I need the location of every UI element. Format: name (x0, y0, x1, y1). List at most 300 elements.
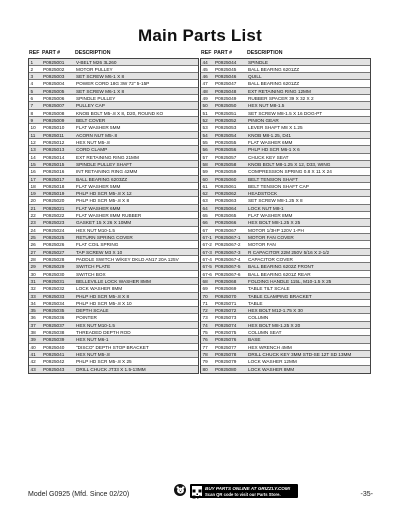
part-number-cell: P0925062 (215, 191, 237, 197)
table-row (201, 117, 370, 124)
page-title: Main Parts List (138, 26, 262, 45)
part-number-cell: P0925025 (43, 235, 65, 240)
table-row (201, 256, 370, 263)
table-row (201, 249, 370, 256)
table-row (29, 234, 198, 241)
ref-cell: 44 (202, 59, 208, 65)
part-number-cell: P0925055 (215, 139, 237, 145)
table-row (29, 227, 198, 234)
table-body (200, 58, 371, 374)
header-description: DESCRIPTION (75, 50, 111, 56)
ref-cell: 40 (30, 344, 36, 350)
part-number-cell: P0925046 (215, 74, 237, 80)
description-cell: PINION GEAR (248, 118, 279, 123)
description-cell: R CAPACITOR 22M 250V 5/16 X 2-1/2 (248, 249, 330, 255)
part-number-cell: P0925008 (43, 110, 65, 116)
description-cell: PHLP HD SCR M5-.8 X 12 (76, 191, 132, 197)
ref-cell: 53 (202, 125, 208, 131)
description-cell: HEX WRENCH 4MM (248, 344, 292, 350)
part-number-cell: P0925001 (43, 59, 65, 65)
ref-cell: 6 (30, 96, 34, 102)
ref-cell: 11 (30, 132, 36, 138)
part-number-cell: P0925048 (215, 88, 237, 94)
table-row (201, 234, 370, 241)
part-number-cell: P0925061 (215, 183, 237, 189)
ref-cell: 31 (30, 278, 36, 284)
table-row (29, 300, 198, 307)
parts-table-left (28, 50, 199, 374)
ref-cell: 22 (30, 213, 36, 219)
description-cell: FLAT WASHER 8MM RUBBER (76, 213, 142, 219)
ref-cell: 64 (202, 205, 208, 211)
part-number-cell: P0925030 (43, 271, 65, 277)
description-cell: HEX BOLT M8-1.25 X 25 (248, 220, 301, 226)
description-cell: RUBBER SPACER 39 X 32 X 2 (248, 96, 314, 102)
part-number-cell: P0925052 (215, 118, 237, 123)
description-cell: BELT TENSION SHAFT CAP (248, 183, 309, 189)
ref-cell: 59 (202, 169, 208, 175)
description-cell: PHLP HD SCR M6-1 X 6 (248, 147, 300, 153)
ref-cell: 70 (202, 293, 208, 299)
table-row (201, 183, 370, 190)
ref-cell: 60 (202, 176, 208, 182)
table-row (201, 314, 370, 321)
ref-cell: 67-2 (202, 242, 212, 248)
part-number-cell: P0925002 (43, 66, 65, 72)
header-part: PART # (42, 50, 61, 56)
table-row (201, 271, 370, 278)
part-number-cell: P0925007 (43, 103, 65, 109)
table-body (28, 58, 199, 374)
part-number-cell: P0925029 (43, 264, 65, 270)
table-row (201, 95, 370, 102)
page-number: -35- (360, 491, 373, 498)
part-number-cell: P0925037 (43, 322, 65, 328)
description-cell: BALL BEARING 6202Z FRONT (248, 264, 314, 270)
part-number-cell: P0925071 (215, 300, 237, 306)
part-number-cell: P0925066 (215, 220, 237, 226)
table-row (201, 219, 370, 226)
description-cell: TABLE (248, 300, 263, 306)
description-cell: HEX NUT M10-1.5 (76, 227, 115, 233)
description-cell: SET SCREW M6-1 X 8 (76, 74, 125, 80)
part-number-cell: P0925054 (215, 132, 237, 138)
table-row (201, 110, 370, 117)
description-cell: MOTOR FAN COVER (248, 235, 294, 240)
description-cell: MOTOR FAN (248, 242, 276, 248)
ref-cell: 38 (30, 330, 36, 336)
ref-cell: 67-4 (202, 256, 212, 262)
description-cell: POINTER (76, 315, 97, 321)
part-number-cell: P0925073 (215, 315, 237, 321)
part-number-cell: P0925022 (43, 213, 65, 219)
header-description: DESCRIPTION (247, 50, 283, 56)
table-row (29, 73, 198, 80)
description-cell: BELT TENSION SHAFT (248, 176, 299, 182)
ref-cell: 50 (202, 103, 208, 109)
description-cell: LOCK WASHER 8MM (248, 366, 295, 372)
ref-cell: 54 (202, 132, 208, 138)
description-cell: FLAT WASHER 5MM (76, 125, 121, 131)
ref-cell: 65 (202, 213, 208, 219)
ref-cell: 48 (202, 88, 208, 94)
table-row (201, 336, 370, 343)
table-row (29, 154, 198, 161)
table-row (29, 80, 198, 87)
description-cell: TABLE TILT SCALE (248, 286, 290, 292)
description-cell: BALL BEARING 6203ZZ (76, 176, 128, 182)
parts-store-banner[interactable] (190, 484, 298, 498)
table-row (201, 161, 370, 168)
ref-cell: 57 (202, 154, 208, 160)
description-cell: FLAT WASHER 5MM (76, 183, 121, 189)
table-row (29, 95, 198, 102)
table-row (29, 293, 198, 300)
ref-cell: 67 (202, 227, 208, 233)
description-cell: LEVER SHAFT M8 X 1.25 (248, 125, 303, 131)
table-row (201, 285, 370, 292)
table-row (201, 344, 370, 351)
part-number-cell: P0925031 (43, 278, 65, 284)
part-number-cell: P0925067-4 (215, 256, 241, 262)
part-number-cell: P0925012 (43, 139, 65, 145)
description-cell: HEX NUT M8-1.5 (248, 103, 285, 109)
header-ref: REF (29, 50, 40, 56)
part-number-cell: P0925064 (215, 205, 237, 211)
table-row (29, 351, 198, 358)
description-cell: SPINDLE (248, 59, 269, 65)
ref-cell: 34 (30, 300, 36, 306)
ref-cell: 10 (30, 125, 36, 131)
ref-cell: 24 (30, 227, 36, 233)
description-cell: LOCK WASHER 8MM (76, 286, 123, 292)
ref-cell: 58 (202, 161, 208, 167)
part-number-cell: P0925069 (215, 286, 237, 292)
description-cell: TABLE CLAMPING BRACKET (248, 293, 312, 299)
part-number-cell: P0925078 (215, 352, 237, 357)
description-cell: BALL BEARING 6201ZZ (248, 66, 300, 72)
ref-cell: 26 (30, 242, 36, 248)
description-cell: PHLP HD SCR M5-.8 X 25 (76, 359, 132, 365)
description-cell: HEX BOLT M8-1.25 X 20 (248, 322, 301, 328)
description-cell: BALL BEARING 6201ZZ (248, 81, 300, 87)
table-row (201, 66, 370, 73)
ref-cell: 9 (30, 118, 34, 123)
table-row (201, 139, 370, 146)
table-header (200, 50, 371, 57)
table-row (29, 344, 198, 351)
table-row (201, 190, 370, 197)
part-number-cell: P0925009 (43, 118, 65, 123)
ref-cell: 33 (30, 293, 36, 299)
table-row (29, 139, 198, 146)
part-number-cell: P0925028 (43, 256, 65, 262)
part-number-cell: P0925015 (43, 161, 65, 167)
part-number-cell: P0925003 (43, 74, 65, 80)
part-number-cell: P0925010 (43, 125, 65, 131)
qr-code-icon (192, 486, 202, 496)
table-row (201, 227, 370, 234)
description-cell: SPINDLE PULLEY SHAFT (76, 161, 132, 167)
description-cell: KNOB BOLT M8-1.25 X 12, D33, WING (248, 161, 331, 167)
description-cell: SET SCREW M6-1 X 8 (76, 88, 125, 94)
ref-cell: 80 (202, 366, 208, 372)
ref-cell: 78 (202, 352, 208, 357)
part-number-cell: P0925033 (43, 293, 65, 299)
part-number-cell: P0925067-3 (215, 249, 241, 255)
description-cell: EXT RETAINING RING 21MM (76, 154, 139, 160)
table-row (201, 293, 370, 300)
ref-cell: 67-5 (202, 264, 212, 270)
ref-cell: 30 (30, 271, 36, 277)
part-number-cell: P0925016 (43, 169, 65, 175)
table-row (201, 329, 370, 336)
table-row (201, 146, 370, 153)
part-number-cell: P0925060 (215, 176, 237, 182)
description-cell: QUILL (248, 74, 262, 80)
table-row (29, 132, 198, 139)
description-cell: THREADED DEPTH ROD (76, 330, 131, 336)
table-row (29, 197, 198, 204)
table-row (29, 249, 198, 256)
table-row (201, 102, 370, 109)
description-cell: CHUCK KEY SEAT (248, 154, 289, 160)
table-row (201, 176, 370, 183)
ref-cell: 35 (30, 308, 36, 314)
ref-cell: 14 (30, 154, 36, 160)
table-row (201, 263, 370, 270)
ref-cell: 41 (30, 352, 36, 357)
ref-cell: 20 (30, 198, 36, 204)
description-cell: LOCK WASHER 12MM (248, 359, 297, 365)
table-row (29, 307, 198, 314)
description-cell: MOTOR PULLEY (76, 66, 113, 72)
part-number-cell: P0925067-1 (215, 235, 241, 240)
part-number-cell: P0925026 (43, 242, 65, 248)
ref-cell: 69 (202, 286, 208, 292)
description-cell: EXT RETAINING RING 12MM (248, 88, 311, 94)
ref-cell: 12 (30, 139, 36, 145)
part-number-cell: P0925056 (215, 147, 237, 153)
description-cell: SET SCREW M8-1.25 X 8 (248, 198, 303, 204)
table-row (29, 212, 198, 219)
part-number-cell: P0925035 (43, 308, 65, 314)
part-number-cell: P0925074 (215, 322, 237, 328)
ref-cell: 67-6 (202, 271, 212, 277)
description-cell: HEX NUT M10-1.5 (76, 322, 115, 328)
description-cell: ACORN NUT M5-.8 (76, 132, 118, 138)
ref-cell: 17 (30, 176, 36, 182)
table-row (29, 146, 198, 153)
part-number-cell: P0925057 (215, 154, 237, 160)
ref-cell: 79 (202, 359, 208, 365)
description-cell: HEX NUT M6-1 (76, 337, 109, 343)
part-number-cell: P0925014 (43, 154, 65, 160)
grizzly-bear-logo-icon (174, 484, 186, 496)
part-number-cell: P0925067-6 (215, 271, 241, 277)
table-row (29, 117, 198, 124)
table-row (29, 263, 198, 270)
part-number-cell: P0925027 (43, 249, 65, 255)
ref-cell: 19 (30, 191, 36, 197)
description-cell: COLUMN SEAT (248, 330, 282, 336)
table-row (201, 300, 370, 307)
part-number-cell: P0925051 (215, 110, 237, 116)
part-number-cell: P0925042 (43, 359, 65, 365)
part-number-cell: P0925013 (43, 147, 65, 153)
ref-cell: 47 (202, 81, 208, 87)
table-header (28, 50, 199, 57)
part-number-cell: P0925080 (215, 366, 237, 372)
part-number-cell: P0925040 (43, 344, 65, 350)
part-number-cell: P0925011 (43, 132, 65, 138)
table-row (29, 256, 198, 263)
table-row (29, 205, 198, 212)
part-number-cell: P0925050 (215, 103, 237, 109)
table-row (29, 110, 198, 117)
ref-cell: 46 (202, 74, 208, 80)
description-cell: FOLDING HANDLE 115L, M10-1.5 X 25 (248, 278, 332, 284)
ref-cell: 25 (30, 235, 36, 240)
header-part: PART # (214, 50, 233, 56)
ref-cell: 37 (30, 322, 36, 328)
table-row (201, 88, 370, 95)
part-number-cell: P0925067-2 (215, 242, 241, 248)
part-number-cell: P0925068 (215, 278, 237, 284)
ref-cell: 43 (30, 366, 36, 372)
description-cell: CAPACITOR COVER (248, 256, 293, 262)
description-cell: HEX NUT M5-.8 (76, 139, 110, 145)
table-row (29, 285, 198, 292)
banner-subtext: Scan QR code to visit our Parts Store. (205, 491, 281, 497)
part-number-cell: P0925063 (215, 198, 237, 204)
description-cell: SET SCREW M8-1.5 X 16 DOG-PT (248, 110, 323, 116)
description-cell: GASKET 15 X 26 X 10MM (76, 220, 132, 226)
description-cell: KNOB BOLT M5-.8 X 8, D20, ROUND KO (76, 110, 164, 116)
description-cell: PHLP HD SCR M5-.8 X 8 (76, 198, 130, 204)
description-cell: BELLEVILLE LOCK WASHER 8MM (76, 278, 151, 284)
description-cell: SWITCH BOX (76, 271, 106, 277)
part-number-cell: P0925004 (43, 81, 65, 87)
ref-cell: 2 (30, 66, 34, 72)
part-number-cell: P0925021 (43, 205, 65, 211)
description-cell: HEADSTOCK (248, 191, 278, 197)
description-cell: DRILL CHUCK KEY 3MM STD-SE 12T SD 13MM (248, 352, 352, 357)
part-number-cell: P0925049 (215, 96, 237, 102)
part-number-cell: P0925017 (43, 176, 65, 182)
description-cell: DRILL CHUCK JT33 X 1.5-13MM (76, 366, 146, 372)
table-row (201, 358, 370, 365)
ref-cell: 77 (202, 344, 208, 350)
ref-cell: 5 (30, 88, 34, 94)
table-row (201, 241, 370, 248)
part-number-cell: P0925036 (43, 315, 65, 321)
table-row (29, 219, 198, 226)
ref-cell: 76 (202, 337, 208, 343)
description-cell: PULLEY CAP (76, 103, 105, 109)
ref-cell: 71 (202, 300, 208, 306)
part-number-cell: P0925032 (43, 286, 65, 292)
ref-cell: 16 (30, 169, 36, 175)
part-number-cell: P0925075 (215, 330, 237, 336)
description-cell: FLAT WASHER 6MM (76, 205, 121, 211)
ref-cell: 62 (202, 191, 208, 197)
description-cell: MOTOR 1/3HP 120V 1-PH (248, 227, 304, 233)
part-number-cell: P0925065 (215, 213, 237, 219)
table-row (201, 212, 370, 219)
description-cell: POWER CORD 18G 3W 72" 5-15P (76, 81, 150, 87)
description-cell: SWITCH PLATE (76, 264, 111, 270)
part-number-cell: P0925039 (43, 337, 65, 343)
ref-cell: 42 (30, 359, 36, 365)
ref-cell: 1 (30, 59, 34, 65)
ref-cell: 63 (202, 198, 208, 204)
ref-cell: 52 (202, 118, 208, 123)
part-number-cell: P0925067-5 (215, 264, 241, 270)
table-row (201, 132, 370, 139)
table-row (29, 278, 198, 285)
model-label: Model G0925 (Mfd. Since 02/20) (28, 491, 130, 498)
part-number-cell: P0925072 (215, 308, 237, 314)
description-cell: INT RETAINING RING 42MM (76, 169, 138, 175)
ref-cell: 72 (202, 308, 208, 314)
ref-cell: 15 (30, 161, 36, 167)
ref-cell: 28 (30, 256, 36, 262)
description-cell: RETURN SPRING COVER (76, 235, 133, 240)
table-row (29, 366, 198, 373)
ref-cell: 67-1 (202, 235, 212, 240)
part-number-cell: P0925041 (43, 352, 65, 357)
table-row (201, 168, 370, 175)
ref-cell: 27 (30, 249, 36, 255)
part-number-cell: P0925006 (43, 96, 65, 102)
description-cell: "DISCO" DEPTH STOP BRACKET (76, 344, 149, 350)
description-cell: CORD CLAMP (76, 147, 108, 153)
description-cell: PHLP HD SCR M5-.8 X 10 (76, 300, 132, 306)
ref-cell: 68 (202, 278, 208, 284)
ref-cell: 56 (202, 147, 208, 153)
table-row (29, 168, 198, 175)
description-cell: BELT COVER (76, 118, 106, 123)
table-row (29, 322, 198, 329)
description-cell: COLUMN (248, 315, 269, 321)
table-row (29, 271, 198, 278)
part-number-cell: P0925019 (43, 191, 65, 197)
part-number-cell: P0925043 (43, 366, 65, 372)
description-cell: BALL BEARING 6201Z REAR (248, 271, 311, 277)
header-ref: REF (201, 50, 212, 56)
table-row (29, 358, 198, 365)
part-number-cell: P0925067 (215, 227, 237, 233)
ref-cell: 8 (30, 110, 34, 116)
table-row (29, 161, 198, 168)
ref-cell: 51 (202, 110, 208, 116)
part-number-cell: P0925044 (215, 59, 237, 65)
ref-cell: 55 (202, 139, 208, 145)
table-row (29, 88, 198, 95)
ref-cell: 45 (202, 66, 208, 72)
table-row (29, 241, 198, 248)
table-row (201, 80, 370, 87)
table-row (201, 278, 370, 285)
ref-cell: 32 (30, 286, 36, 292)
description-cell: KNOB M8-1.25, D41 (248, 132, 291, 138)
table-row (29, 314, 198, 321)
part-number-cell: P0925018 (43, 183, 65, 189)
ref-cell: 73 (202, 315, 208, 321)
table-row (201, 73, 370, 80)
part-number-cell: P0925053 (215, 125, 237, 131)
